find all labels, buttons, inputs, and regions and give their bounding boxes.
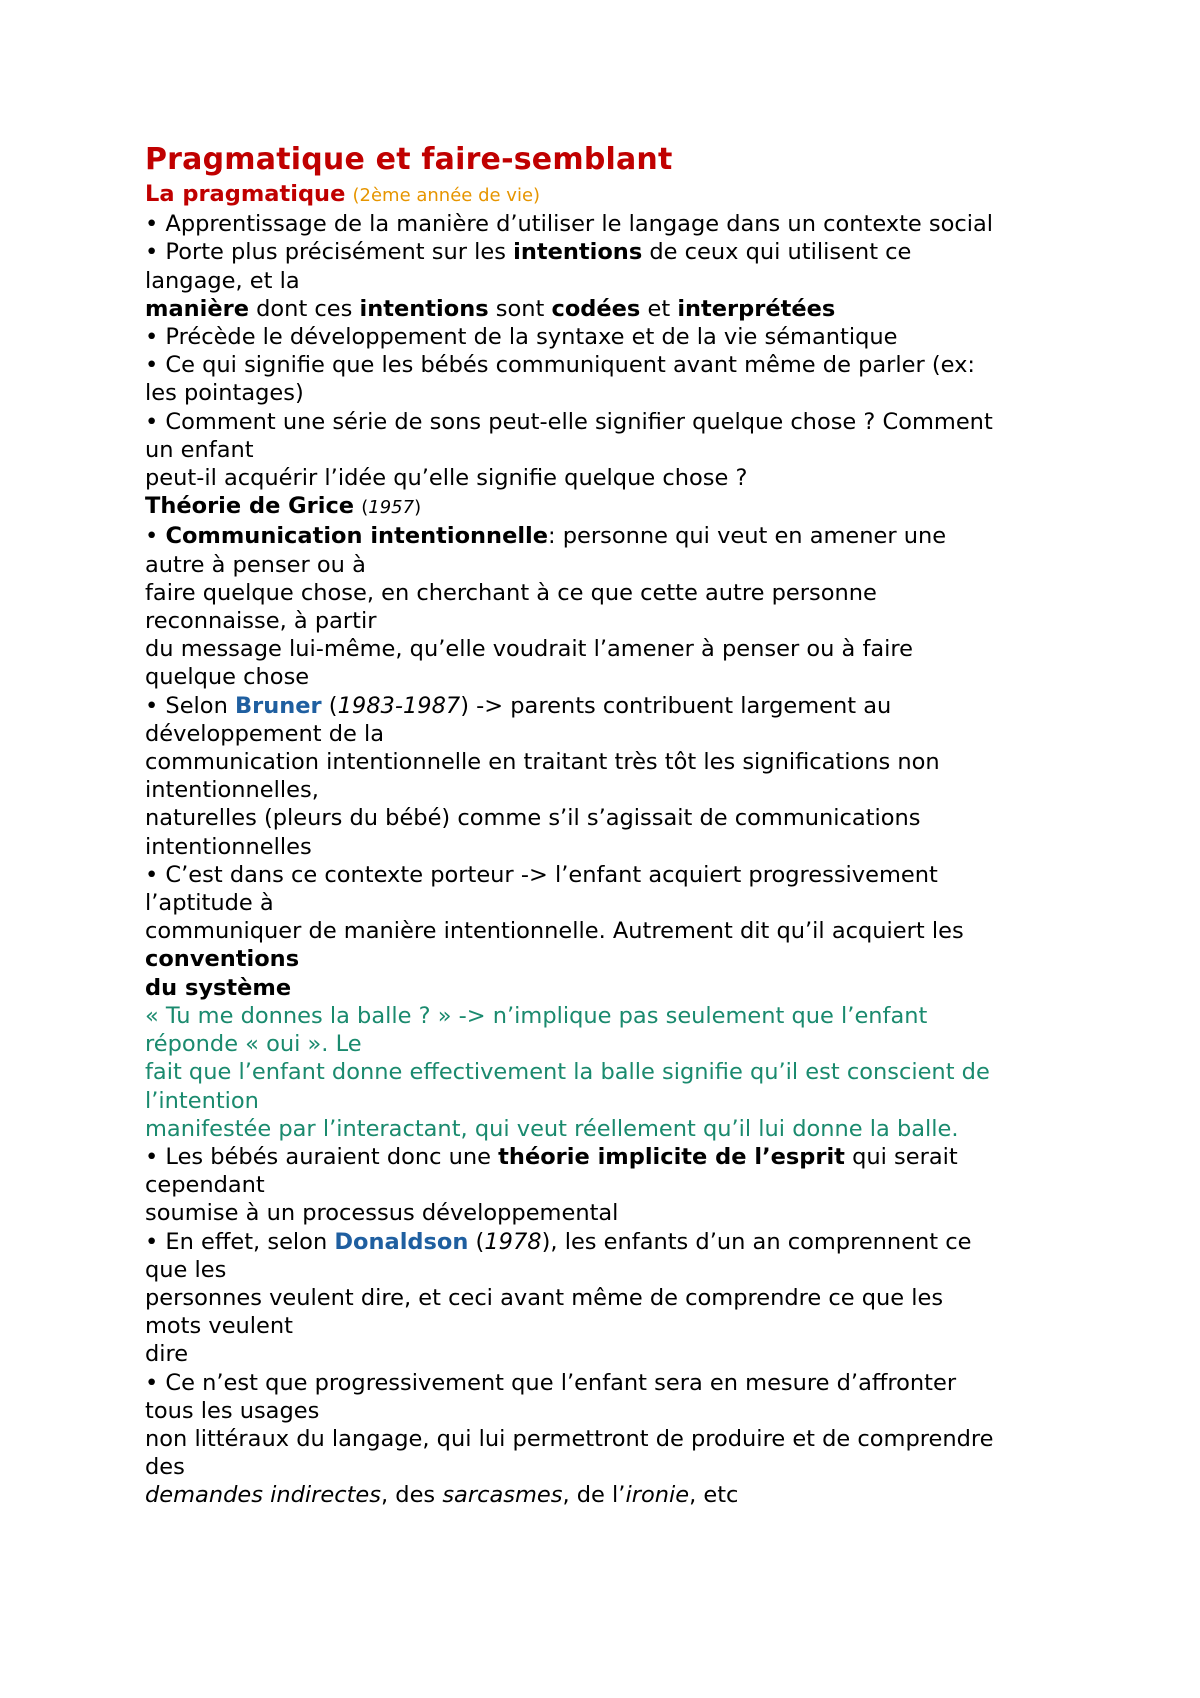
heading-year: 1957 xyxy=(368,497,415,519)
text-line xyxy=(145,238,1085,266)
text-line: quelque chose xyxy=(145,664,310,691)
text-line: peut-il acquérir l’idée qu’elle signifie quelque chose ? xyxy=(145,465,748,492)
text-line: dire xyxy=(145,1341,189,1368)
text-line xyxy=(145,974,1085,1002)
text-line xyxy=(145,522,1085,550)
italic-term: sarcasmes xyxy=(442,1482,563,1509)
italic-term: ironie xyxy=(625,1482,690,1509)
text-line: soumise à un processus développemental xyxy=(145,1200,619,1227)
text-line: • Ce n’est que progressivement que l’enfant sera en mesure d’affronter xyxy=(145,1369,957,1396)
text-line: • C’est dans ce contexte porteur -> l’enfant acquiert progressivement xyxy=(145,861,938,888)
text-line: personnes veulent dire, et ceci avant même de comprendre ce que les xyxy=(145,1284,944,1311)
text-line: communication intentionnelle en traitant très tôt les significations non xyxy=(145,749,940,776)
author-name: Bruner xyxy=(234,692,322,719)
bold-term: intentions xyxy=(513,239,643,266)
text-line: tous les usages xyxy=(145,1397,320,1424)
text-span: : personne qui veut en amener une xyxy=(548,523,947,550)
document-body xyxy=(145,180,1085,1510)
section-heading-pragmatique xyxy=(145,180,1085,210)
author-year: 1978 xyxy=(484,1228,542,1255)
text-line: • Selon Bruner (1983-1987) -> parents contribuent largement au xyxy=(145,692,892,719)
text-span: sont xyxy=(488,295,552,322)
text-span: , des xyxy=(381,1482,443,1509)
example-line: réponde « oui ». Le xyxy=(145,1031,362,1058)
text-span: qui serait xyxy=(844,1143,958,1170)
text-line: non littéraux du langage, qui lui permettront de produire et de comprendre xyxy=(145,1425,994,1452)
section-heading-grice xyxy=(145,492,1085,522)
text-line: naturelles (pleurs du bébé) comme s’il s’agissait de communications xyxy=(145,805,921,832)
text-span: • En effet, selon xyxy=(145,1228,335,1255)
text-span: , les enfants d’un an comprennent ce xyxy=(550,1228,972,1255)
bold-term: manière xyxy=(145,295,249,322)
text-span: -> parents contribuent largement au xyxy=(468,692,892,719)
text-span: dont ces xyxy=(248,295,360,322)
document-page xyxy=(145,140,1085,1510)
text-span: • Selon xyxy=(145,692,235,719)
author-name: Donaldson xyxy=(334,1228,469,1255)
bold-term: conventions xyxy=(145,946,300,973)
text-line: mots veulent xyxy=(145,1313,293,1340)
text-line: communiquer de manière intentionnelle. Autrement dit qu’il acquiert les xyxy=(145,918,964,945)
text-line xyxy=(145,945,1085,973)
text-line: • Comment une série de sons peut-elle signifier quelque chose ? Comment xyxy=(145,408,993,435)
heading-text: La pragmatique xyxy=(145,181,346,207)
heading-year-wrap: (1957) xyxy=(361,497,422,519)
text-line: des xyxy=(145,1454,185,1481)
text-line: cependant xyxy=(145,1172,265,1199)
text-span: • xyxy=(145,523,166,550)
text-span: et xyxy=(640,295,678,322)
italic-term: demandes indirectes xyxy=(145,1482,381,1509)
example-line: manifestée par l’interactant, qui veut réellement qu’il lui donne la balle. xyxy=(145,1115,959,1142)
text-line: • Précède le développement de la syntaxe et de la vie sémantique xyxy=(145,324,898,351)
text-span: • Les bébés auraient donc une xyxy=(145,1143,499,1170)
text-line: • Ce qui signifie que les bébés communiquent avant même de parler (ex: xyxy=(145,352,976,379)
text-line: l’aptitude à xyxy=(145,890,274,917)
text-line: les pointages) xyxy=(145,380,304,407)
text-line xyxy=(145,1481,1085,1509)
text-line: intentionnelles xyxy=(145,833,312,860)
text-line: du message lui-même, qu’elle voudrait l’amener à penser ou à faire xyxy=(145,636,914,663)
text-line: intentionnelles, xyxy=(145,777,319,804)
text-line: • En effet, selon Donaldson (1978), les enfants d’un an comprennent ce xyxy=(145,1228,972,1255)
text-line: que les xyxy=(145,1256,227,1283)
text-line: faire quelque chose, en cherchant à ce que cette autre personne xyxy=(145,579,877,606)
page-title: Pragmatique et faire-semblant xyxy=(145,142,673,177)
text-line xyxy=(145,1143,1085,1171)
text-line: développement de la xyxy=(145,720,385,747)
text-line: autre à penser ou à xyxy=(145,551,366,578)
bold-term: intentions xyxy=(359,295,489,322)
text-line: langage, et la xyxy=(145,267,300,294)
text-span: , etc xyxy=(689,1482,739,1509)
text-span: , de l’ xyxy=(562,1482,626,1509)
heading-text: Théorie de Grice xyxy=(145,493,355,520)
bold-term: du système xyxy=(145,974,292,1001)
bold-term: codées xyxy=(551,295,641,322)
bold-term: Communication intentionnelle xyxy=(165,523,549,550)
bold-term: interprétées xyxy=(677,295,836,322)
bold-term: théorie implicite de l’esprit xyxy=(498,1143,845,1170)
text-span: de ceux qui utilisent ce xyxy=(642,239,912,266)
example-line: fait que l’enfant donne effectivement la balle signifie qu’il est conscient de xyxy=(145,1059,990,1086)
text-span: • Porte plus précisément sur les xyxy=(145,239,514,266)
text-line: un enfant xyxy=(145,436,254,463)
heading-note: (2ème année de vie) xyxy=(352,185,541,206)
text-line: • Apprentissage de la manière d’utiliser le langage dans un contexte social xyxy=(145,211,994,238)
example-line: l’intention xyxy=(145,1087,259,1114)
text-line xyxy=(145,295,1085,323)
example-line: « Tu me donnes la balle ? » -> n’implique pas seulement que l’enfant xyxy=(145,1002,928,1029)
author-year: 1983-1987 xyxy=(337,692,461,719)
text-line: reconnaisse, à partir xyxy=(145,608,377,635)
